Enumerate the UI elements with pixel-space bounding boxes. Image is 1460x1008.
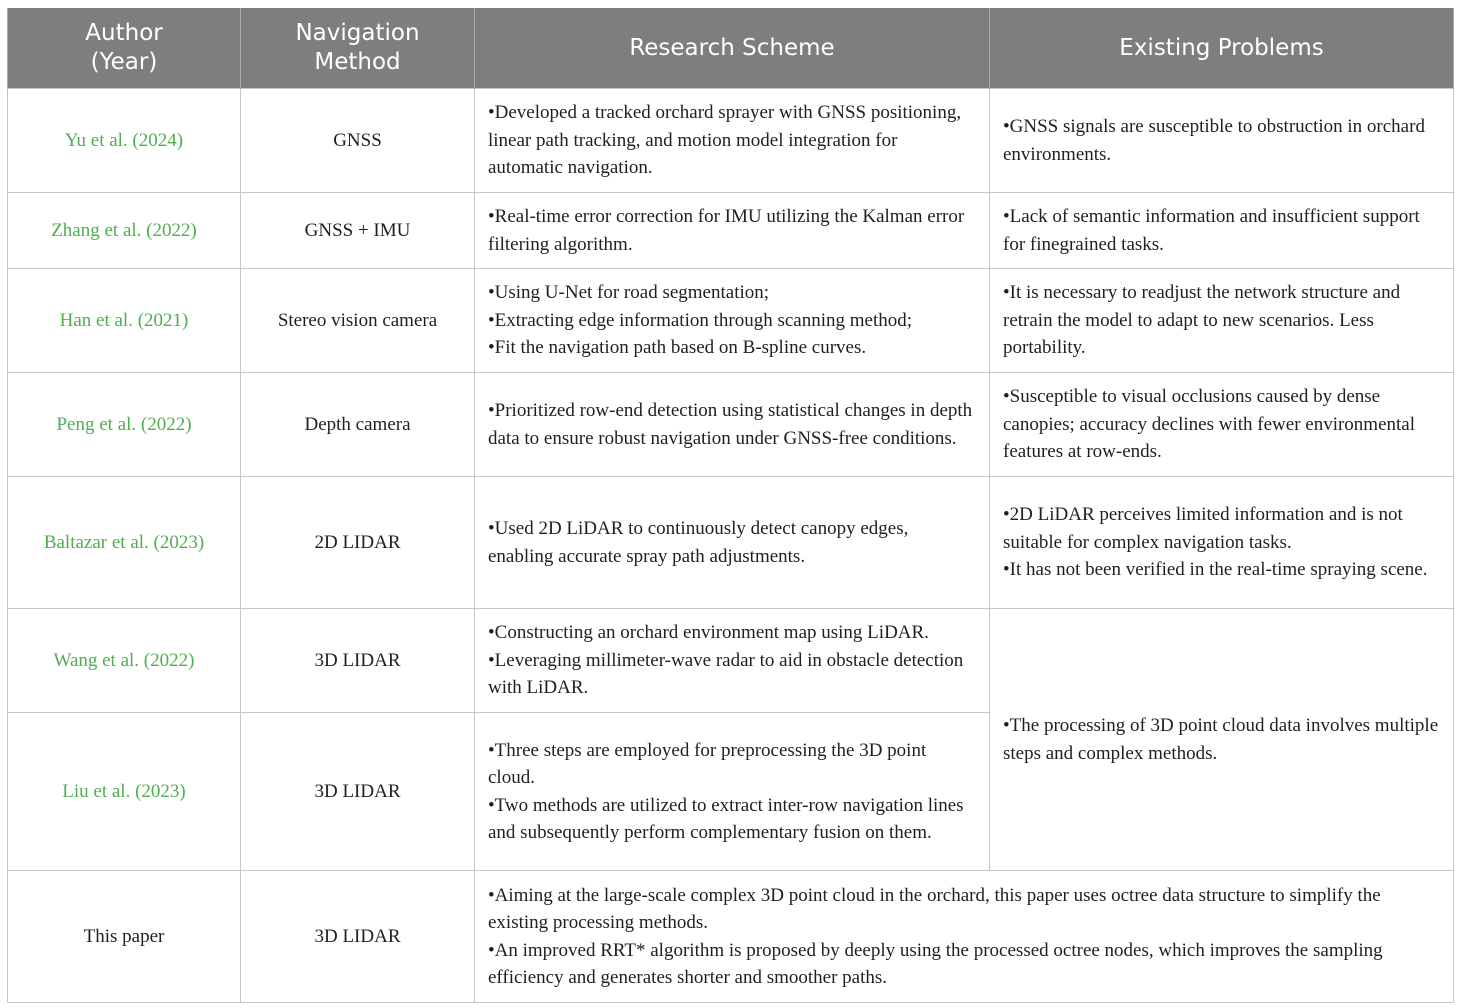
navigation-methods-table: [7, 8, 1454, 1003]
navigation-method-cell: Stereo vision camera: [241, 269, 475, 373]
research-scheme-cell: •Developed a tracked orchard sprayer with GNSS positioning, linear path tracking, and motion model integration for automatic navigation.: [475, 89, 990, 193]
header-row: [8, 8, 1454, 89]
author-link[interactable]: Liu et al. (2023): [8, 713, 241, 871]
scheme-bullet: •Leveraging millimeter-wave radar to aid in obstacle detection with LiDAR.: [488, 649, 964, 699]
author-link[interactable]: Wang et al. (2022): [8, 609, 241, 713]
navigation-method-cell: GNSS: [241, 89, 475, 193]
scheme-bullet: •Constructing an orchard environment map using LiDAR.: [488, 622, 929, 644]
research-scheme-cell: [475, 269, 990, 373]
table-row: [8, 477, 1454, 609]
author-link[interactable]: Han et al. (2021): [8, 269, 241, 373]
research-scheme-cell: [475, 609, 990, 713]
navigation-method-cell: 3D LIDAR: [241, 871, 475, 1003]
author-link[interactable]: Peng et al. (2022): [8, 373, 241, 477]
problem-bullet: •2D LiDAR perceives limited information and is not suitable for complex navigation tasks.: [1003, 504, 1403, 553]
existing-problems-cell: [990, 477, 1454, 609]
scheme-bullet: •Aiming at the large-scale complex 3D point cloud in the orchard, this paper uses octree data structure to simplify the existing processing methods.: [488, 884, 1381, 933]
existing-problems-cell: •GNSS signals are susceptible to obstruction in orchard environments.: [990, 89, 1454, 193]
header-navigation-method: Navigation Method: [241, 8, 475, 89]
header-author: Author (Year): [8, 8, 241, 89]
header-existing-problems: Existing Problems: [990, 8, 1454, 89]
existing-problems-cell: •The processing of 3D point cloud data involves multiple steps and complex methods.: [990, 609, 1454, 871]
navigation-method-cell: 3D LIDAR: [241, 713, 475, 871]
table-row: [8, 193, 1454, 269]
research-scheme-cell: •Real-time error correction for IMU utilizing the Kalman error filtering algorithm.: [475, 193, 990, 269]
table-row: [8, 871, 1454, 1003]
table-row: [8, 609, 1454, 713]
research-scheme-cell: [475, 871, 1454, 1003]
research-scheme-cell: •Used 2D LiDAR to continuously detect canopy edges, enabling accurate spray path adjustments.: [475, 477, 990, 609]
existing-problems-cell: •It is necessary to readjust the network structure and retrain the model to adapt to new scenarios. Less portability.: [990, 269, 1454, 373]
scheme-bullet: •Two methods are utilized to extract inter-row navigation lines and subsequently perform complementary fusion on them.: [488, 794, 964, 843]
navigation-method-cell: 3D LIDAR: [241, 609, 475, 713]
scheme-bullet: •Extracting edge information through scanning method;: [488, 309, 913, 331]
author-link[interactable]: Zhang et al. (2022): [8, 193, 241, 269]
scheme-bullet: •An improved RRT* algorithm is proposed by deeply using the processed octree nodes, which improves the sampling efficiency and generates shorter and smoother paths.: [488, 939, 1383, 988]
navigation-method-cell: GNSS + IMU: [241, 193, 475, 269]
comparison-table-container: [7, 8, 1453, 1003]
scheme-bullet: •Fit the navigation path based on B-spline curves.: [488, 337, 867, 359]
header-research-scheme: Research Scheme: [475, 8, 990, 89]
navigation-method-cell: Depth camera: [241, 373, 475, 477]
scheme-bullet: •Using U-Net for road segmentation;: [488, 282, 770, 304]
problem-bullet: •It has not been verified in the real-time spraying scene.: [1003, 559, 1428, 581]
existing-problems-cell: •Lack of semantic information and insufficient support for finegrained tasks.: [990, 193, 1454, 269]
table-row: [8, 89, 1454, 193]
author-link[interactable]: Baltazar et al. (2023): [8, 477, 241, 609]
table-row: [8, 373, 1454, 477]
scheme-bullet: •Three steps are employed for preprocessing the 3D point cloud.: [488, 739, 927, 788]
navigation-method-cell: 2D LIDAR: [241, 477, 475, 609]
existing-problems-cell: •Susceptible to visual occlusions caused by dense canopies; accuracy declines with fewer environmental features at row-ends.: [990, 373, 1454, 477]
author-link[interactable]: Yu et al. (2024): [8, 89, 241, 193]
research-scheme-cell: [475, 713, 990, 871]
author-cell: This paper: [8, 871, 241, 1003]
research-scheme-cell: •Prioritized row-end detection using statistical changes in depth data to ensure robust navigation under GNSS-free conditions.: [475, 373, 990, 477]
table-row: [8, 269, 1454, 373]
